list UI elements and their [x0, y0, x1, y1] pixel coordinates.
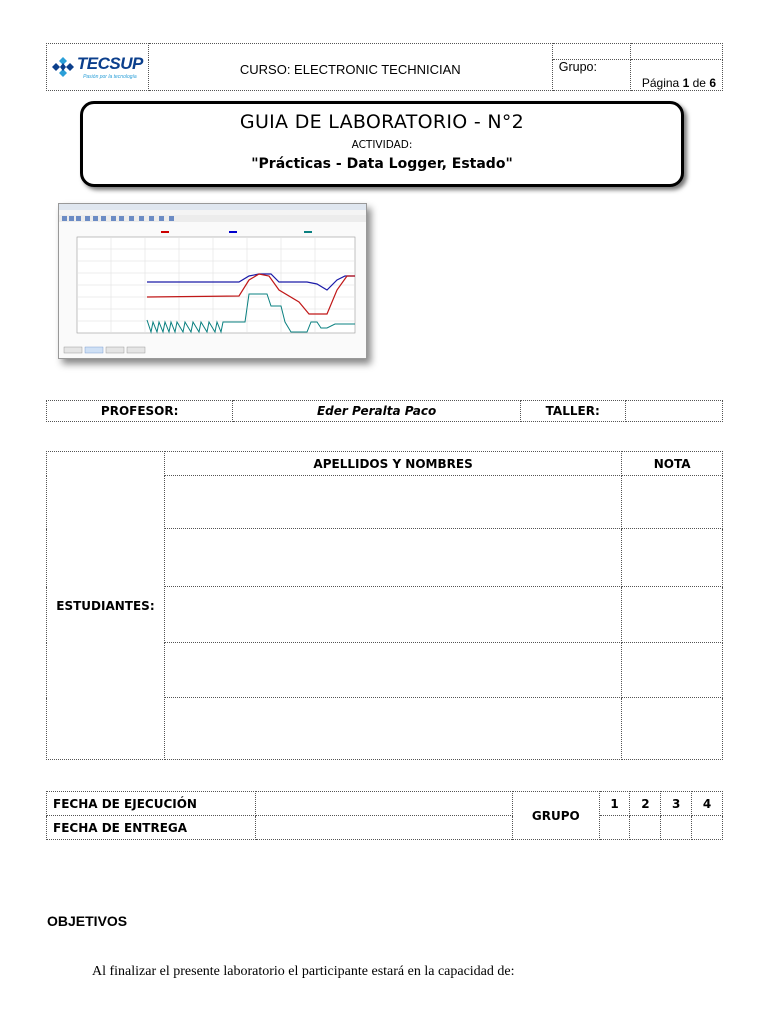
delivery-date-value	[255, 816, 512, 840]
professor-label: PROFESOR:	[47, 401, 233, 422]
student-name-2	[164, 529, 621, 587]
document-header	[46, 43, 723, 91]
objectives-heading: OBJETIVOS	[47, 913, 128, 929]
group-label-cell-2	[552, 60, 630, 91]
dates-table	[46, 791, 723, 840]
professor-table	[46, 400, 723, 422]
course-cell	[148, 44, 552, 91]
group-label: Grupo:	[558, 60, 597, 75]
course-title: CURSO: ELECTRONIC TECHNICIAN	[239, 61, 461, 77]
grade-header: NOTA	[622, 452, 723, 476]
students-table	[46, 451, 723, 760]
execution-date-label: FECHA DE EJECUCIÓN	[47, 792, 256, 816]
group-number-4: 4	[692, 792, 723, 816]
student-name-4	[164, 643, 621, 698]
group-label: GRUPO	[512, 792, 599, 840]
tecsup-logo	[47, 54, 148, 80]
group-number-2: 2	[630, 792, 661, 816]
student-grade-1	[622, 476, 723, 529]
activity-label: ACTIVIDAD:	[351, 139, 413, 151]
student-grade-4	[622, 643, 723, 698]
lab-title-box	[80, 101, 684, 187]
taller-value	[625, 401, 722, 422]
page-current: 1	[682, 76, 690, 90]
activity-name: "Prácticas - Data Logger, Estado"	[251, 156, 513, 172]
page-word: Página	[641, 76, 680, 90]
page-number-cell	[631, 60, 723, 91]
group-value-cell	[631, 44, 723, 60]
group-number-3: 3	[661, 792, 692, 816]
group-check-4	[692, 816, 723, 840]
group-check-2	[630, 816, 661, 840]
data-logger-screenshot-image	[59, 204, 366, 358]
data-logger-screenshot	[58, 203, 367, 359]
group-check-3	[661, 816, 692, 840]
names-header: APELLIDOS Y NOMBRES	[164, 452, 621, 476]
student-grade-2	[622, 529, 723, 587]
student-name-1	[164, 476, 621, 529]
students-label: ESTUDIANTES:	[47, 452, 165, 760]
execution-date-value	[255, 792, 512, 816]
tecsup-logo-icon	[52, 57, 74, 77]
logo-tagline: Pasión por la tecnología	[83, 74, 137, 80]
group-check-1	[599, 816, 630, 840]
group-number-1: 1	[599, 792, 630, 816]
professor-name: Eder Peralta Paco	[233, 401, 521, 422]
student-name-5	[164, 698, 621, 760]
taller-label: TALLER:	[520, 401, 625, 422]
student-grade-3	[622, 587, 723, 643]
student-grade-5	[622, 698, 723, 760]
page-total: 6	[709, 76, 716, 90]
logo-cell	[47, 44, 149, 91]
logo-text: TECSUP	[76, 54, 143, 73]
delivery-date-label: FECHA DE ENTREGA	[47, 816, 256, 840]
objectives-intro: Al finalizar el presente laboratorio el participante estará en la capacidad de:	[92, 964, 515, 979]
lab-title: GUIA DE LABORATORIO - N°2	[239, 111, 525, 133]
student-name-3	[164, 587, 621, 643]
group-label-cell	[552, 44, 630, 60]
page-of: de	[692, 76, 706, 90]
